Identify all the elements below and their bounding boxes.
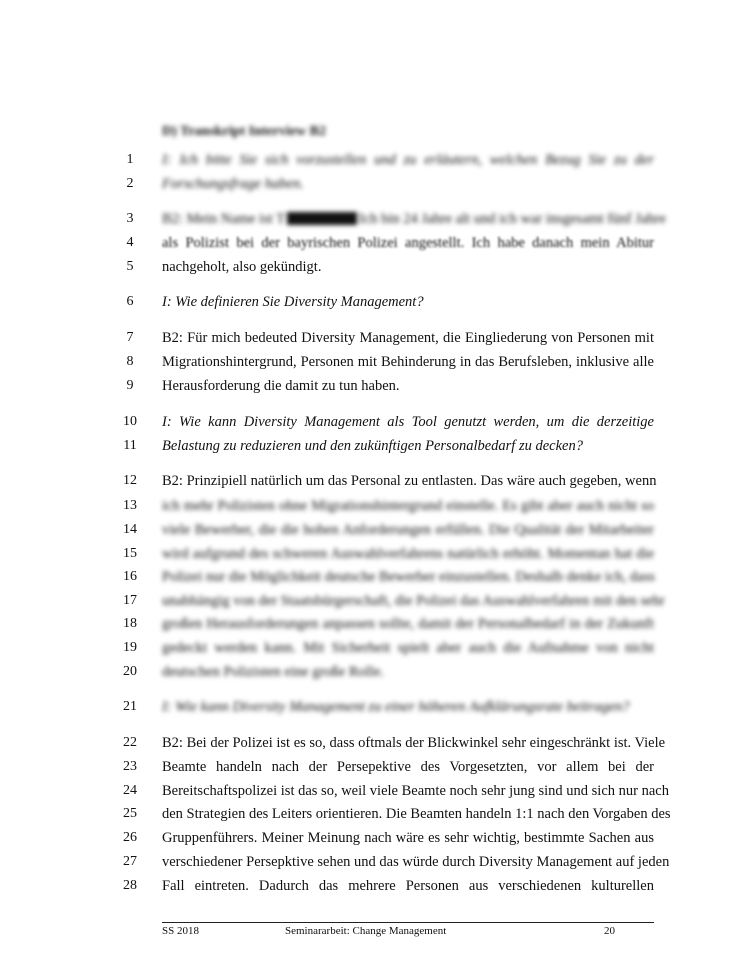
transcript-line [0,207,750,231]
line-text: deutschen Polizisten eine große Rolle. [162,664,384,680]
line-text: B2: Prinzipiell natürlich um das Personal zu entlasten. Das wäre auch gegeben, wenn [162,473,657,489]
line-text: B2: Bei der Polizei ist es so, dass oftmals der Blickwinkel sehr eingeschränkt ist. Viele [162,735,666,751]
line-number: 13 [123,498,137,513]
transcript-line [0,410,750,434]
transcript-line [0,469,750,493]
line-number: 17 [123,593,137,608]
footer-semester: SS 2018 [162,925,199,937]
transcript-line [0,542,750,566]
line-text [162,207,666,231]
line-text: großen Herausforderungen anpassen sollte, damit der Personalbedarf in der Zukunft [162,616,654,632]
line-number: 9 [126,378,134,393]
transcript-line [0,350,750,374]
line-number: 4 [126,235,134,250]
footer-divider [162,922,654,923]
line-text: nachgeholt, also gekündigt. [162,259,322,275]
line-text: Migrationshintergrund, Personen mit Behinderung in das Berufsleben, inklusive alle [162,354,654,370]
transcript-line [0,374,750,398]
line-text: wird aufgrund des schweren Auswahlverfahrens natürlich erhöht. Momentan hat die [162,546,654,562]
line-text: unabhängig von der Staatsbürgerschaft, die Polizei das Auswahlverfahren mit den sehr [162,593,665,609]
transcript-line [0,494,750,518]
transcript-line [0,779,750,803]
line-number: 21 [123,699,137,714]
line-number: 23 [123,759,137,774]
line-text: Beamte handeln nach der Persepektive des Vorgesetzten, vor allem bei der [162,759,654,775]
line-number: 18 [123,616,137,631]
transcript-line [0,695,750,719]
transcript-line [0,326,750,350]
line-text: verschiedener Persepktive sehen und das würde durch Diversity Management auf jeden [162,854,670,870]
transcript-line [0,148,750,172]
line-number: 2 [126,176,134,191]
section-heading: D) Transkript Interview B2 [162,124,326,139]
line-text: Gruppenführers. Meiner Meinung nach wäre es sehr wichtig, bestimmte Sachen aus [162,830,654,846]
footer-page-number: 20 [604,925,615,937]
transcript-line [0,434,750,458]
line-number: 14 [123,522,137,537]
transcript-line [0,255,750,279]
line-text: viele Bewerber, die die hohen Anforderungen erfüllen. Die Qualität der Mitarbeiter [162,522,654,538]
transcript-line [0,231,750,255]
line-number: 25 [123,806,137,821]
line-text: Belastung zu reduzieren und den zukünftigen Personalbedarf zu decken? [162,438,583,454]
transcript-line [0,660,750,684]
line-number: 11 [123,438,137,453]
transcript-line [0,874,750,898]
line-text: Forschungsfrage haben. [162,176,304,192]
line-number: 24 [123,783,137,798]
line-text-after-redaction: Ich bin 24 Jahre alt und ich war insgesamt fünf Jahre [358,211,666,227]
transcript-line [0,172,750,196]
transcript-line [0,518,750,542]
line-number: 8 [126,354,134,369]
line-text: I: Wie kann Diversity Management zu einer höheren Aufklärungsrate beitragen? [162,699,630,715]
line-number: 26 [123,830,137,845]
line-number: 1 [126,152,134,167]
line-text: Bereitschaftspolizei ist das so, weil viele Beamte noch sehr jung sind und sich nur nach [162,783,669,799]
line-text: den Strategien des Leiters orientieren. Die Beamten handeln 1:1 nach den Vorgaben des [162,806,671,822]
line-text: ich mehr Polizisten ohne Migrationshintergrund einstelle. Es gibt aber auch nicht so [162,498,654,514]
line-number: 6 [126,294,134,309]
line-number: 5 [126,259,134,274]
transcript-line [0,731,750,755]
line-text: Herausforderung die damit zu tun haben. [162,378,400,394]
transcript-line [0,755,750,779]
line-text: I: Ich bitte Sie sich vorzustellen und zu erläutern, welchen Bezug Sie zu der [162,152,654,168]
line-number: 19 [123,640,137,655]
line-text: I: Wie kann Diversity Management als Tool genutzt werden, um die derzeitige [162,414,654,430]
transcript-line [0,290,750,314]
line-number: 20 [123,664,137,679]
transcript-line [0,612,750,636]
transcript-line [0,802,750,826]
redaction-bar [287,212,357,225]
line-number: 3 [126,211,134,226]
line-number: 27 [123,854,137,869]
line-number: 15 [123,546,137,561]
line-text: als Polizist bei der bayrischen Polizei angestellt. Ich habe danach mein Abitur [162,235,654,251]
line-text: Fall eintreten. Dadurch das mehrere Personen aus verschiedenen kulturellen [162,878,654,894]
transcript-line [0,850,750,874]
line-text: I: Wie definieren Sie Diversity Management? [162,294,424,310]
line-number: 12 [123,473,137,488]
line-text: Polizei nur die Möglichkeit deutsche Bewerber einzustellen. Deshalb denke ich, dass [162,569,655,585]
line-number: 7 [126,330,134,345]
line-number: 10 [123,414,137,429]
transcript-line [0,826,750,850]
transcript-line [0,589,750,613]
line-number: 22 [123,735,137,750]
transcript-line [0,565,750,589]
line-number: 16 [123,569,137,584]
footer-title: Seminararbeit: Change Management [285,925,447,937]
line-text-before-redaction: B2: Mein Name ist T [162,211,285,227]
line-number: 28 [123,878,137,893]
line-text: B2: Für mich bedeuted Diversity Management, die Eingliederung von Personen mit [162,330,654,346]
transcript-line [0,636,750,660]
line-text: gedeckt werden kann. Mit Sicherheit spielt aber auch die Aufnahme von nicht [162,640,654,656]
